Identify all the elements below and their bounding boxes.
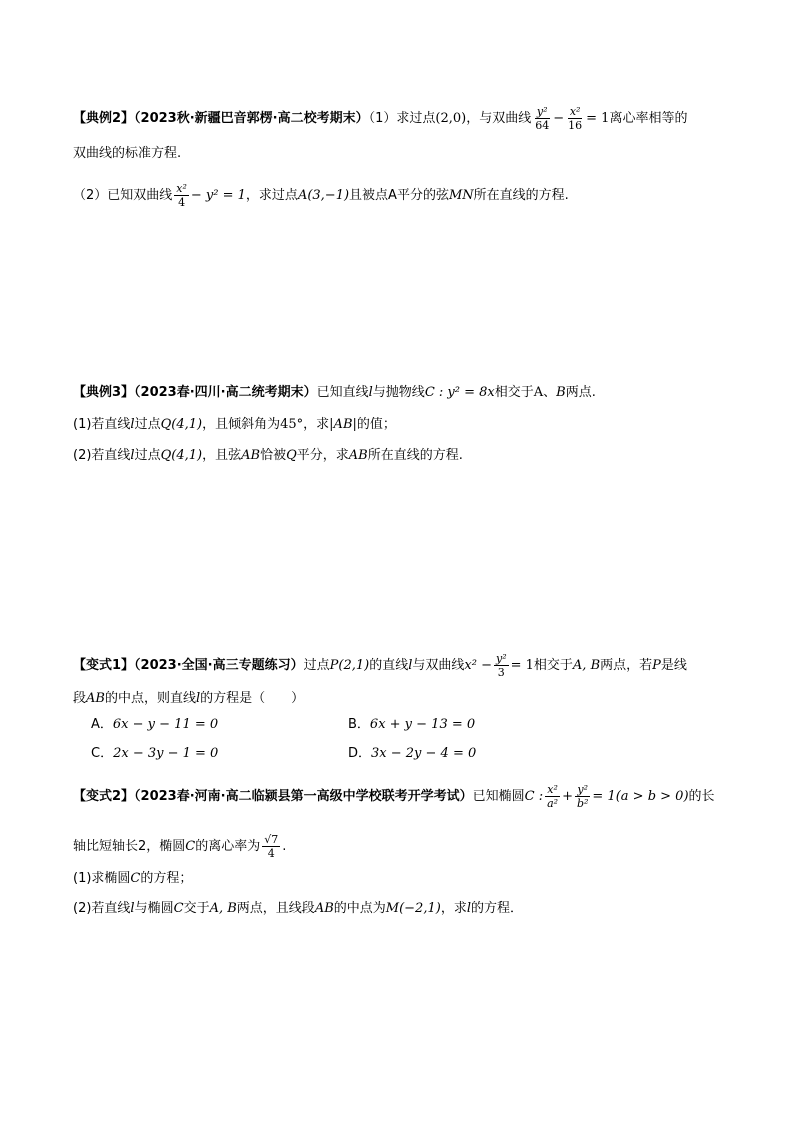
ex3-parabola: C : y² = 8x: [424, 385, 495, 400]
ex3-ab: AB: [241, 448, 261, 463]
fraction: $\frac{\text{y²}}{64}$: [535, 105, 550, 132]
ex3-tag: 【典例3】: [73, 385, 135, 400]
option-label: D．: [348, 746, 372, 761]
ex3-angle: 45°: [280, 417, 304, 432]
var1-line2: [73, 690, 304, 708]
var2-l: l: [130, 901, 135, 916]
option-d[interactable]: [348, 745, 476, 763]
ex3-text: ，且弦: [202, 448, 242, 463]
var1-l: l: [408, 658, 413, 673]
var1-text: 段: [73, 691, 87, 706]
ex2-line1: 【典例2】（2023秋·新疆巴音郭楞·高二校考期末）（1）求过点(2,0)，与双曲线 $\frac{\text{y²}}{64}$ − $\frac{\text{x²}}{16}$ = 1离心率相等的: [73, 105, 688, 132]
var1-source: （2023·全国·高三专题练习）: [134, 658, 304, 673]
option-label: C．: [91, 746, 114, 761]
ex3-text: 相交于: [494, 385, 534, 400]
fraction: $\frac{\text{y²}}{3}$: [495, 652, 507, 679]
var2-ab: AB: [314, 901, 334, 916]
ex2-text: 所在直线的方程.: [473, 188, 569, 203]
ex2-mn: MN: [448, 188, 474, 203]
var1-tag: 【变式1】: [73, 658, 135, 673]
option-label: A．: [91, 717, 113, 732]
var1-p: P: [652, 658, 661, 673]
ex3-text: 所在直线的方程.: [367, 448, 463, 463]
ex2-text: 且被点A平分的弦: [349, 188, 449, 203]
var2-text: 的中点为: [333, 901, 386, 916]
ex3-text: 与抛物线: [372, 385, 425, 400]
ex2-text: （1）求过点: [368, 111, 436, 126]
ex3-text: 两点.: [565, 385, 596, 400]
ex2-source: （2023秋·新疆巴音郭楞·高二校考期末）: [134, 111, 369, 126]
var2-source: （2023春·河南·高二临颍县第一高级中学校联考开学考试）: [134, 789, 473, 804]
fraction: $\frac{\text{y²}}{\text{b²}}$: [576, 783, 589, 810]
var1-eq: = 1: [510, 658, 534, 673]
ex3-point: Q(4,1): [160, 417, 203, 432]
var2-eq: = 1(a > b > 0): [592, 789, 689, 804]
var2-text: (2)若直线: [73, 901, 131, 916]
ex2-text: 离心率相等的: [609, 111, 688, 126]
ex3-text: 平分，求: [296, 448, 349, 463]
option-label: B．: [348, 717, 370, 732]
ex3-q: Q: [286, 448, 297, 463]
var1-ab: A, B: [572, 658, 601, 673]
var2-c: C :: [524, 789, 544, 804]
var2-text: 两点，且线段: [236, 901, 315, 916]
var2-text: 的方程；: [140, 871, 193, 886]
var1-x2: x² −: [464, 658, 492, 673]
var1-text: 过点: [303, 658, 330, 673]
fraction: $\frac{\text{x²}}{\text{a²}}$: [547, 783, 559, 810]
fraction: $\frac{\text{x²}}{16}$: [568, 105, 583, 132]
var2-ab: A, B: [209, 901, 237, 916]
var1-ab: AB: [86, 691, 105, 706]
var2-text: 交于: [183, 901, 210, 916]
var1-text: 的中点，则直线: [104, 691, 196, 706]
var2-line4: (2)若直线l与椭圆C交于A, B两点，且线段AB的中点为M(−2,1)，求l的方程．: [73, 901, 524, 916]
ex3-text: ，且倾斜角为: [202, 417, 281, 432]
ex2-point: (2,0): [435, 111, 467, 126]
var2-line2: 轴比短轴长2，椭圆C的离心率为 $\frac{√7}{4}$ .: [73, 833, 287, 860]
ex3-line3: [73, 447, 463, 465]
ex3-l: l: [130, 417, 135, 432]
var2-text: ，求: [440, 901, 467, 916]
ex3-text: ，求: [303, 417, 330, 432]
ex3-abs: |AB|: [329, 417, 357, 432]
var2-text: 轴比短轴长2，椭圆: [73, 839, 186, 854]
var1-text: 相交于: [533, 658, 573, 673]
ex3-text: (1)若直线: [73, 417, 131, 432]
ex2-text: （2）已知双曲线: [73, 188, 173, 203]
ex2-eq: − y² = 1: [190, 188, 246, 203]
option-expr: 2x − 3y − 1 = 0: [113, 746, 219, 761]
ex3-ab: AB: [348, 448, 368, 463]
var2-text: (1)求椭圆: [73, 871, 131, 886]
var2-line3: (1)求椭圆C的方程；: [73, 871, 193, 886]
var1-text: 是线: [660, 658, 687, 673]
ex2-text: ，与双曲线: [466, 111, 532, 126]
var2-text: 的长: [688, 789, 715, 804]
var1-l: l: [195, 691, 201, 706]
var1-text: 的方程是（ ）: [200, 691, 305, 706]
ex3-sep: 、: [543, 385, 557, 400]
ex3-source: （2023春·四川·高二统考期末）: [134, 385, 317, 400]
var2-tag: 【变式2】: [73, 789, 135, 804]
option-b[interactable]: [348, 716, 475, 734]
ex2-line3: [73, 182, 569, 209]
ex3-text: 已知直线: [316, 385, 369, 400]
ex3-a: A: [533, 385, 544, 400]
ex2-text: ，求过点: [245, 188, 298, 203]
ex2-point: A(3,−1): [297, 188, 350, 203]
ex2-text: 双曲线的标准方程.: [73, 146, 182, 161]
var2-text: 与椭圆: [134, 901, 174, 916]
var1-text: 的直线: [369, 658, 409, 673]
ex3-b: B: [556, 385, 566, 400]
var1-text: 与双曲线: [412, 658, 465, 673]
ex3-l: l: [368, 385, 373, 400]
fraction: $\frac{√7}{4}$: [264, 833, 279, 860]
fraction: $\frac{\text{x²}}{4}$: [176, 182, 187, 209]
var2-text: .: [282, 839, 287, 854]
ex3-line1: [73, 384, 596, 402]
ex2-eq: = 1: [586, 111, 610, 126]
var2-text: 的方程．: [471, 901, 524, 916]
ex3-text: (2)若直线: [73, 448, 131, 463]
ex3-text: 过点: [134, 448, 161, 463]
option-expr: 6x + y − 13 = 0: [369, 717, 476, 732]
ex3-line2: [73, 416, 396, 434]
var2-m: M(−2,1): [385, 901, 441, 916]
var1-line1: [73, 652, 687, 679]
option-expr: 6x − y − 11 = 0: [112, 717, 219, 732]
var2-l: l: [466, 901, 471, 916]
var2-text: 已知椭圆: [472, 789, 525, 804]
option-a[interactable]: [91, 716, 218, 734]
ex2-tag: 【典例2】: [73, 111, 135, 126]
var1-text: 两点，若: [600, 658, 653, 673]
option-expr: 3x − 2y − 4 = 0: [371, 746, 477, 761]
ex2-line2: [73, 145, 181, 163]
ex3-text: 过点: [134, 417, 161, 432]
var2-text: 的离心率为: [195, 839, 261, 854]
ex3-text: 的值；: [356, 417, 396, 432]
var2-line1: 【变式2】（2023春·河南·高二临颍县第一高级中学校联考开学考试）已知椭圆C : $\frac{\text{x²}}{\text{a²}}$ + $\frac{\text{y²}}{\text{b²}}$ = 1(a > b > 0)的长: [73, 783, 715, 810]
ex3-text: 恰被: [260, 448, 287, 463]
ex3-point: Q(4,1): [160, 448, 203, 463]
option-c[interactable]: [91, 745, 218, 763]
var1-point: P(2,1): [329, 658, 370, 673]
ex3-l: l: [130, 448, 135, 463]
